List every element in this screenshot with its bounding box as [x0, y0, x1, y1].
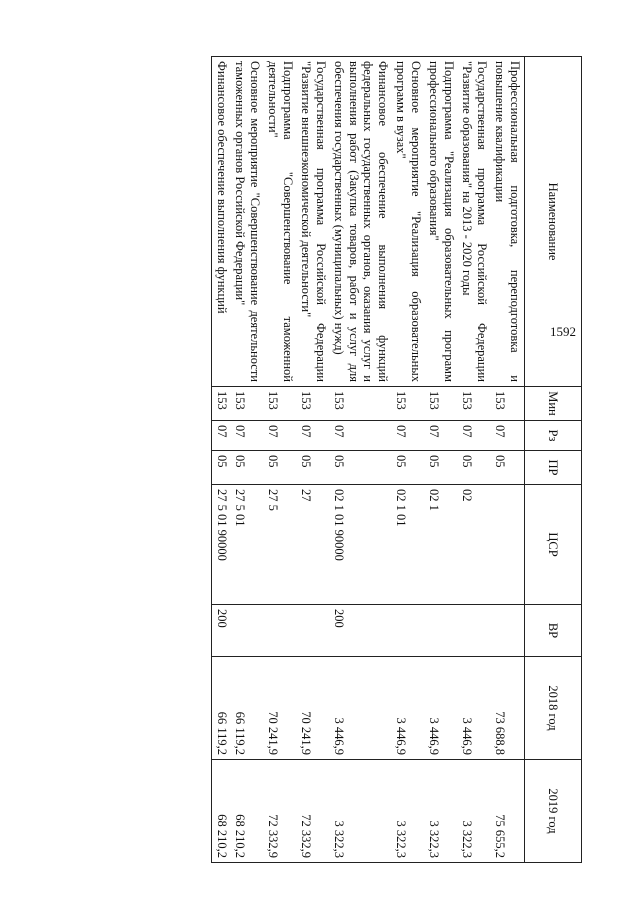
row-pr: 05 — [458, 451, 491, 485]
table-row — [231, 57, 264, 863]
row-2018: 70 241,9 — [264, 657, 297, 760]
row-min: 153 — [212, 387, 231, 421]
row-rz: 07 — [212, 421, 231, 451]
row-rz: 07 — [491, 421, 525, 451]
row-rz: 07 — [231, 421, 264, 451]
row-2019: 3 322,3 — [458, 760, 491, 863]
header-vr: ВР — [525, 605, 582, 657]
row-name: Основное мероприятие "Совершенствование деятельности таможенных органов Российской Федерации" — [231, 57, 264, 387]
row-vr — [297, 605, 330, 657]
row-vr: 200 — [330, 605, 392, 657]
row-vr — [264, 605, 297, 657]
row-rz: 07 — [330, 421, 392, 451]
row-csr: 27 5 01 — [231, 485, 264, 605]
row-min: 153 — [330, 387, 392, 421]
row-pr: 05 — [491, 451, 525, 485]
row-name: Финансовое обеспечение выполнения функций — [212, 57, 231, 387]
table-header-row — [525, 57, 582, 863]
row-2019: 3 322,3 — [392, 760, 425, 863]
table-row — [425, 57, 458, 863]
budget-table-rotated — [112, 56, 582, 862]
row-name: Основное мероприятие "Реализация образовательных программ в вузах" — [392, 57, 425, 387]
table-row — [491, 57, 525, 863]
page-number: 1592 — [550, 324, 576, 339]
budget-table — [212, 56, 583, 863]
row-2018: 66 119,2 — [212, 657, 231, 760]
row-2018: 73 688,8 — [491, 657, 525, 760]
row-rz: 07 — [392, 421, 425, 451]
row-2019: 3 322,3 — [425, 760, 458, 863]
row-pr: 05 — [264, 451, 297, 485]
row-csr: 27 5 — [264, 485, 297, 605]
row-2019: 68 210,2 — [212, 760, 231, 863]
header-min: Мин — [525, 387, 582, 421]
row-csr: 02 1 01 — [392, 485, 425, 605]
row-name: Финансовое обеспечение выполнения функций федеральных государственных органов, оказания услуг и выполнения работ (Закупка товаров, работ и услуг для обеспечения государственных (муниципальных) нужд) — [330, 57, 392, 387]
row-name: Подпрограмма "Совершенствование таможенной деятельности" — [264, 57, 297, 387]
row-2019: 68 210,2 — [231, 760, 264, 863]
row-pr: 05 — [330, 451, 392, 485]
row-name: Государственная программа Российской Федерации "Развитие образования" на 2013 - 2020 годы — [458, 57, 491, 387]
row-2018: 70 241,9 — [297, 657, 330, 760]
header-rz: Рз — [525, 421, 582, 451]
header-csr: ЦСР — [525, 485, 582, 605]
row-rz: 07 — [264, 421, 297, 451]
row-rz: 07 — [297, 421, 330, 451]
row-2018: 3 446,9 — [392, 657, 425, 760]
header-2019: 2019 год — [525, 760, 582, 863]
row-2019: 72 332,9 — [297, 760, 330, 863]
row-2018: 3 446,9 — [330, 657, 392, 760]
row-min: 153 — [392, 387, 425, 421]
row-2018: 3 446,9 — [458, 657, 491, 760]
row-name: Государственная программа Российской Федерации "Развитие внешнеэкономической деятельности" — [297, 57, 330, 387]
row-2018: 66 119,2 — [231, 657, 264, 760]
header-pr: ПР — [525, 451, 582, 485]
row-2018: 3 446,9 — [425, 657, 458, 760]
row-vr — [392, 605, 425, 657]
row-pr: 05 — [231, 451, 264, 485]
row-min: 153 — [264, 387, 297, 421]
row-name: Профессиональная подготовка, переподготовка и повышение квалификации — [491, 57, 525, 387]
row-pr: 05 — [425, 451, 458, 485]
table-row — [212, 57, 231, 863]
row-vr: 200 — [212, 605, 231, 657]
row-min: 153 — [425, 387, 458, 421]
row-csr — [491, 485, 525, 605]
row-csr: 27 — [297, 485, 330, 605]
table-row — [392, 57, 425, 863]
row-rz: 07 — [458, 421, 491, 451]
row-vr — [425, 605, 458, 657]
row-min: 153 — [491, 387, 525, 421]
row-vr — [231, 605, 264, 657]
table-row — [297, 57, 330, 863]
header-2018: 2018 год — [525, 657, 582, 760]
table-row — [458, 57, 491, 863]
row-vr — [458, 605, 491, 657]
row-min: 153 — [297, 387, 330, 421]
row-pr: 05 — [297, 451, 330, 485]
row-min: 153 — [458, 387, 491, 421]
row-csr: 02 1 — [425, 485, 458, 605]
row-pr: 05 — [212, 451, 231, 485]
row-pr: 05 — [392, 451, 425, 485]
row-2019: 72 332,9 — [264, 760, 297, 863]
row-min: 153 — [231, 387, 264, 421]
row-csr: 02 1 01 90000 — [330, 485, 392, 605]
table-row — [330, 57, 392, 863]
row-name: Подпрограмма "Реализация образовательных программ профессионального образования" — [425, 57, 458, 387]
row-csr: 02 — [458, 485, 491, 605]
header-name: Наименование — [525, 57, 582, 387]
table-row — [264, 57, 297, 863]
row-vr — [491, 605, 525, 657]
row-2019: 3 322,3 — [330, 760, 392, 863]
row-rz: 07 — [425, 421, 458, 451]
row-2019: 75 655,2 — [491, 760, 525, 863]
row-csr: 27 5 01 90000 — [212, 485, 231, 605]
